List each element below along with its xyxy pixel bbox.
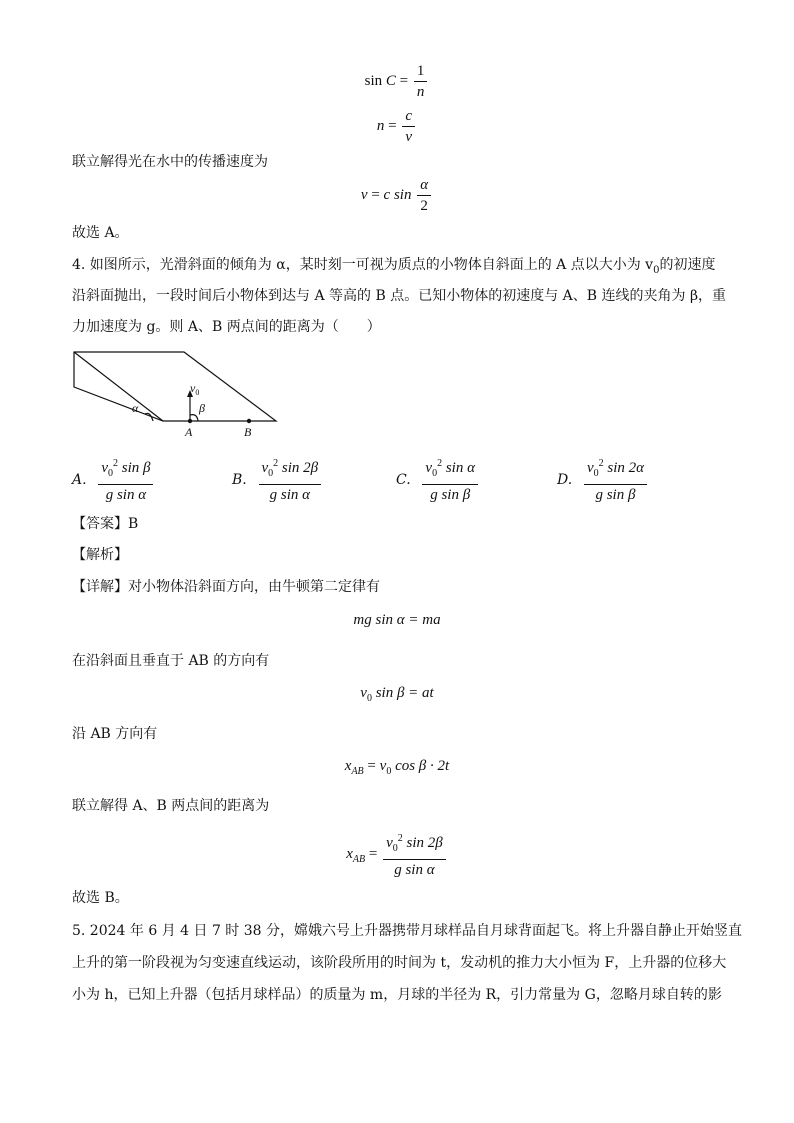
equation-distance: $x_{AB}$ = $\frac{v_0^2 \sin 2\beta}{\text{g sin α}}$: [0, 830, 794, 879]
option-C[interactable]: C. $\frac{v_0^2 \sin \alpha}{\text{g sin β}}$: [396, 455, 480, 504]
equation-newton: mg sin α = ma: [353, 612, 441, 628]
slope-block-outline: [74, 352, 276, 421]
fraction: $\frac{v_0^2 \sin \beta}{\text{g sin α}}$: [98, 455, 153, 504]
text-joint-solve-speed: 联立解得光在水中的传播速度为: [72, 154, 268, 170]
fraction: $\frac{c}{v}$: [402, 107, 415, 146]
q4-line-2: 沿斜面抛出，一段时间后小物体到达与 A 等高的 B 点。已知小物体的初速度与 A、B 连线的夹角为 β，重: [72, 288, 727, 304]
point-B: [247, 419, 251, 423]
label-B: B: [244, 425, 252, 439]
q5-line-1: 5. 2024 年 6 月 4 日 7 时 38 分，嫦娥六号上升器携带月球样品自月球背面起飞。将上升器自静止开始竖直: [72, 923, 743, 939]
text-choose-B: 故选 B。: [72, 890, 129, 906]
slope-diagonal: [74, 352, 163, 421]
text-joint-distance: 联立解得 A、B 两点间的距离为: [72, 798, 270, 814]
incline-figure: [66, 345, 286, 440]
text-perpendicular: 在沿斜面且垂直于 AB 的方向有: [72, 653, 270, 669]
option-B[interactable]: B. $\frac{v_0^2 \sin 2\beta}{\text{g sin α}}$: [232, 455, 323, 504]
answer-label: 【答案】B: [72, 516, 139, 532]
q4-line-3: 力加速度为 g。则 A、B 两点间的距离为（ ）: [72, 319, 381, 335]
equation-v: v = c sin $\frac{\alpha}{2}$: [0, 176, 794, 215]
detail-text: 【详解】对小物体沿斜面方向，由牛顿第二定律有: [72, 579, 380, 595]
label-A: A: [185, 425, 193, 439]
equation-n: n = $\frac{c}{v}$: [0, 107, 794, 146]
option-A[interactable]: A. $\frac{v_0^2 \sin \beta}{\text{g sin α}}$: [72, 455, 155, 504]
label-alpha: α: [132, 401, 139, 415]
equation-perpendicular: $v_0$ sin β = at: [360, 685, 434, 704]
text-choose-A: 故选 A。: [72, 225, 129, 241]
q4-line-1: 4. 如图所示，光滑斜面的倾角为 α，某时刻一可视为质点的小物体自斜面上的 A 点以大小为 $v_0$的初速度: [72, 257, 716, 276]
fraction: $\frac{v_0^2 \sin \alpha}{\text{g sin β}}$: [422, 455, 478, 504]
equation-along-AB: $x_{AB} = v_0$ cos β · 2t: [344, 758, 450, 777]
option-D[interactable]: D. $\frac{v_0^2 \sin 2\alpha}{\text{g sin β}}$: [557, 455, 649, 504]
q5-line-3: 小为 h，已知上升器（包括月球样品）的质量为 m，月球的半径为 R，引力常量为 G，忽略月球自转的影: [72, 987, 722, 1003]
fraction: $\frac{1}{n}$: [414, 62, 428, 101]
analysis-label: 【解析】: [72, 547, 128, 563]
fraction: $\frac{v_0^2 \sin 2\beta}{\text{g sin α}}$: [383, 830, 446, 879]
point-A: [188, 419, 192, 423]
text-along-AB: 沿 AB 方向有: [72, 726, 158, 742]
fraction: $\frac{v_0^2 \sin 2\alpha}{\text{g sin β}}$: [584, 455, 647, 504]
q5-line-2: 上升的第一阶段视为匀变速直线运动，该阶段所用的时间为 t，发动机的推力大小恒为 F，上升器的位移大: [72, 955, 727, 971]
equation-sinC: sin C = $\frac{1}{n}$: [0, 62, 794, 101]
fraction: $\frac{\alpha}{2}$: [417, 176, 431, 215]
label-v0: $v_0$: [190, 381, 200, 397]
fraction: $\frac{v_0^2 \sin 2\beta}{\text{g sin α}}$: [259, 455, 322, 504]
label-beta: β: [199, 401, 205, 415]
